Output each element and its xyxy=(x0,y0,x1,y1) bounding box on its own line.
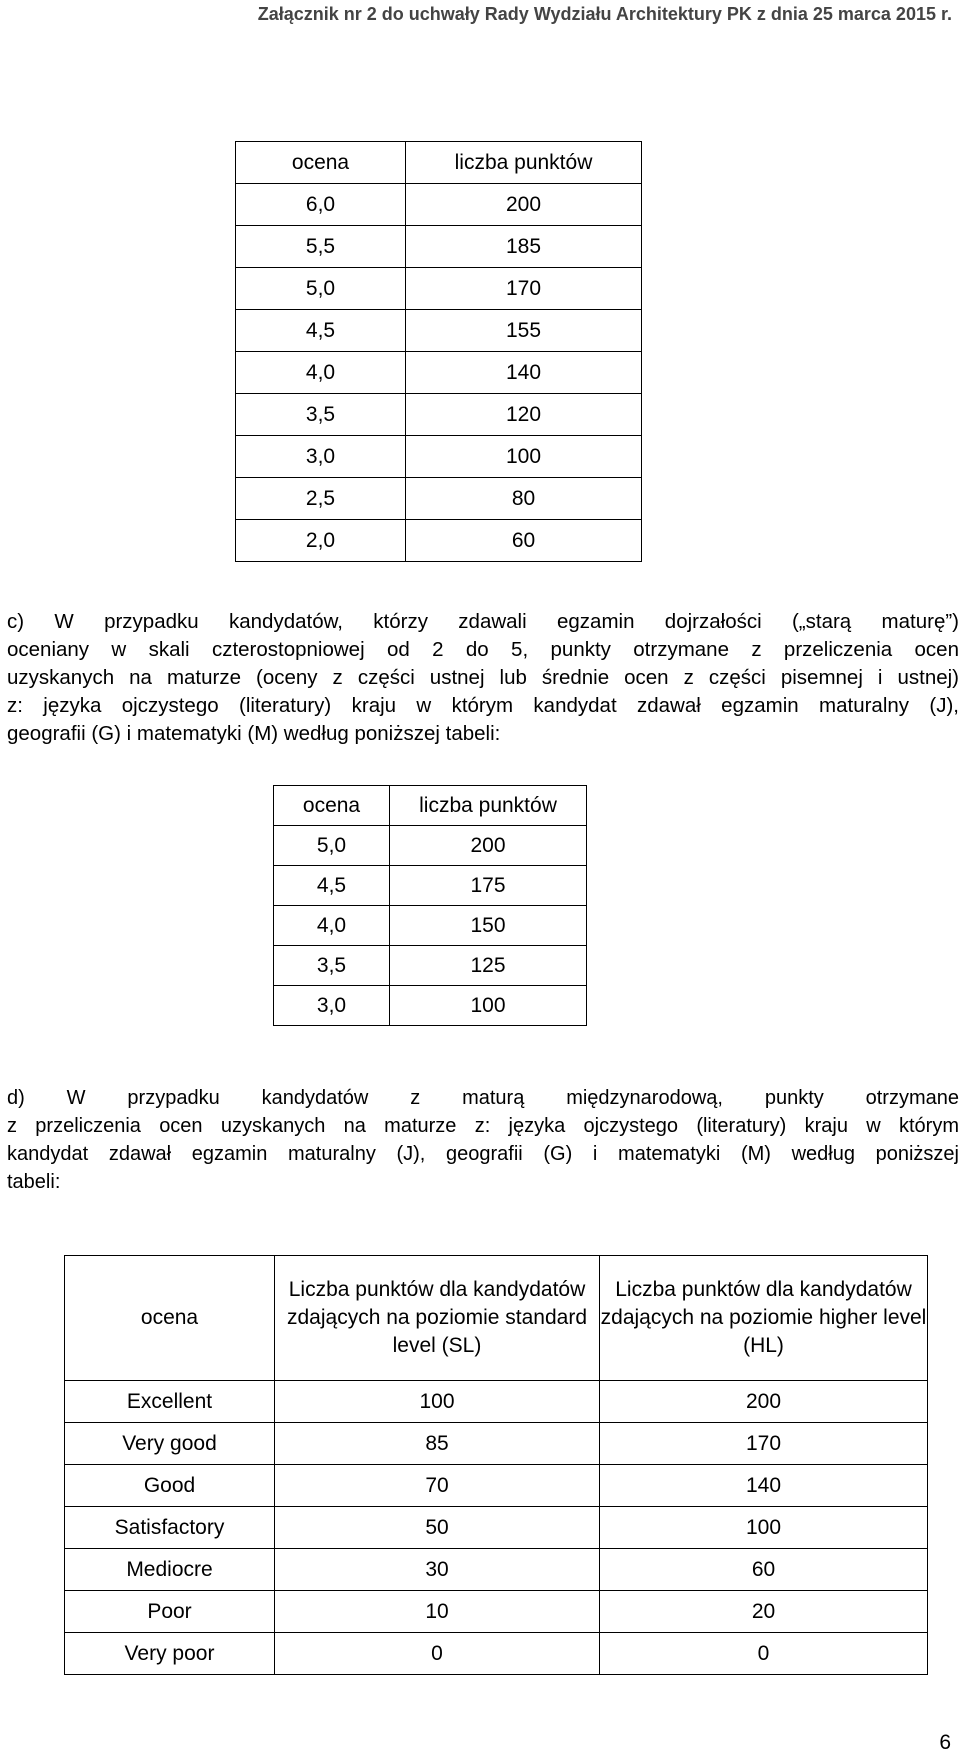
table-header-row xyxy=(274,786,587,826)
paragraph-c xyxy=(7,608,959,748)
paragraph-line: uzyskanych na maturze (oceny z części ustnej lub średnie ocen z części pisemnej i ustnej) xyxy=(7,666,959,689)
column-header-higher-level: Liczba punktów dla kandydatów zdających na poziomie higher level (HL) xyxy=(600,1256,928,1381)
table-cell: 140 xyxy=(600,1465,928,1507)
table-cell: 60 xyxy=(406,520,642,562)
paragraph-line: d) W przypadku kandydatów z maturą międzynarodową, punkty otrzymane xyxy=(7,1087,959,1109)
table-cell: Satisfactory xyxy=(65,1507,275,1549)
column-header-points: liczba punktów xyxy=(390,786,587,826)
page-number: 6 xyxy=(939,1731,951,1754)
column-header-points: liczba punktów xyxy=(406,142,642,184)
table-cell: 60 xyxy=(600,1549,928,1591)
table-cell: 100 xyxy=(600,1507,928,1549)
table-cell: 10 xyxy=(275,1591,600,1633)
table-cell: 5,5 xyxy=(236,226,406,268)
table1-body xyxy=(236,184,642,562)
table-row xyxy=(274,866,587,906)
table-cell: 4,5 xyxy=(236,310,406,352)
table-cell: 125 xyxy=(390,946,587,986)
table-row xyxy=(65,1591,928,1633)
table-cell: 100 xyxy=(275,1381,600,1423)
table-cell: Very good xyxy=(65,1423,275,1465)
table-cell: 200 xyxy=(600,1381,928,1423)
table-cell: 155 xyxy=(406,310,642,352)
table-cell: 3,0 xyxy=(274,986,390,1026)
table-cell: 3,5 xyxy=(236,394,406,436)
table-cell: Excellent xyxy=(65,1381,275,1423)
table-row xyxy=(65,1507,928,1549)
table-row xyxy=(65,1633,928,1675)
table-cell: 50 xyxy=(275,1507,600,1549)
table-row xyxy=(274,906,587,946)
table-cell: 20 xyxy=(600,1591,928,1633)
table-cell: 5,0 xyxy=(274,826,390,866)
international-matura-points-table xyxy=(64,1255,928,1675)
paragraph-line: oceniany w skali czterostopniowej od 2 do 5, punkty otrzymane z przeliczenia ocen xyxy=(7,638,959,661)
table-header-row xyxy=(236,142,642,184)
table-cell: Poor xyxy=(65,1591,275,1633)
table-row xyxy=(65,1549,928,1591)
grade-points-table-4-scale xyxy=(273,785,587,1026)
table-cell: 200 xyxy=(406,184,642,226)
table-row xyxy=(274,826,587,866)
table-row xyxy=(236,478,642,520)
table-row xyxy=(274,946,587,986)
table-row xyxy=(236,394,642,436)
table-cell: 2,5 xyxy=(236,478,406,520)
paragraph-line: z przeliczenia ocen uzyskanych na maturze z: języka ojczystego (literatury) kraju w którym xyxy=(7,1115,959,1137)
table-cell: 80 xyxy=(406,478,642,520)
table-row xyxy=(65,1465,928,1507)
table-cell: 6,0 xyxy=(236,184,406,226)
table-cell: 2,0 xyxy=(236,520,406,562)
table-cell: 100 xyxy=(406,436,642,478)
table3-body xyxy=(65,1381,928,1675)
table-cell: 3,5 xyxy=(274,946,390,986)
table-cell: 70 xyxy=(275,1465,600,1507)
table-cell: 100 xyxy=(390,986,587,1026)
table-cell: 175 xyxy=(390,866,587,906)
table-row xyxy=(236,352,642,394)
paragraph-line: z: języka ojczystego (literatury) kraju w którym kandydat zdawał egzamin maturalny (J), xyxy=(7,694,959,717)
column-header-grade: ocena xyxy=(274,786,390,826)
table-row xyxy=(236,226,642,268)
table-cell: 140 xyxy=(406,352,642,394)
table-row xyxy=(236,520,642,562)
table2-body xyxy=(274,826,587,1026)
column-header-grade: ocena xyxy=(236,142,406,184)
table-cell: 150 xyxy=(390,906,587,946)
table-cell: 5,0 xyxy=(236,268,406,310)
column-header-standard-level: Liczba punktów dla kandydatów zdających na poziomie standard level (SL) xyxy=(275,1256,600,1381)
table-cell: 3,0 xyxy=(236,436,406,478)
table-cell: 30 xyxy=(275,1549,600,1591)
table-cell: Good xyxy=(65,1465,275,1507)
table-cell: 120 xyxy=(406,394,642,436)
paragraph-line: c) W przypadku kandydatów, którzy zdawali egzamin dojrzałości („starą maturę”) xyxy=(7,610,959,633)
table-cell: 4,5 xyxy=(274,866,390,906)
table-cell: Mediocre xyxy=(65,1549,275,1591)
table-row xyxy=(236,310,642,352)
table-header-row xyxy=(65,1256,928,1381)
paragraph-line: geografii (G) i matematyki (M) według poniższej tabeli: xyxy=(7,722,501,745)
table-cell: 170 xyxy=(406,268,642,310)
column-header-grade: ocena xyxy=(65,1256,275,1381)
table-row xyxy=(65,1423,928,1465)
table-cell: 200 xyxy=(390,826,587,866)
table-cell: 0 xyxy=(275,1633,600,1675)
paragraph-d xyxy=(7,1084,959,1196)
table-cell: Very poor xyxy=(65,1633,275,1675)
grade-points-table-6-scale xyxy=(235,141,642,562)
table-cell: 85 xyxy=(275,1423,600,1465)
table-row xyxy=(236,268,642,310)
paragraph-line: kandydat zdawał egzamin maturalny (J), geografii (G) i matematyki (M) według poniższej xyxy=(7,1143,959,1165)
table-row xyxy=(236,436,642,478)
table-row xyxy=(274,986,587,1026)
table-cell: 170 xyxy=(600,1423,928,1465)
table-cell: 185 xyxy=(406,226,642,268)
table-cell: 4,0 xyxy=(236,352,406,394)
paragraph-line: tabeli: xyxy=(7,1171,61,1193)
page-header: Załącznik nr 2 do uchwały Rady Wydziału Architektury PK z dnia 25 marca 2015 r. xyxy=(257,4,952,24)
table-row xyxy=(236,184,642,226)
table-row xyxy=(65,1381,928,1423)
table-cell: 0 xyxy=(600,1633,928,1675)
table-cell: 4,0 xyxy=(274,906,390,946)
